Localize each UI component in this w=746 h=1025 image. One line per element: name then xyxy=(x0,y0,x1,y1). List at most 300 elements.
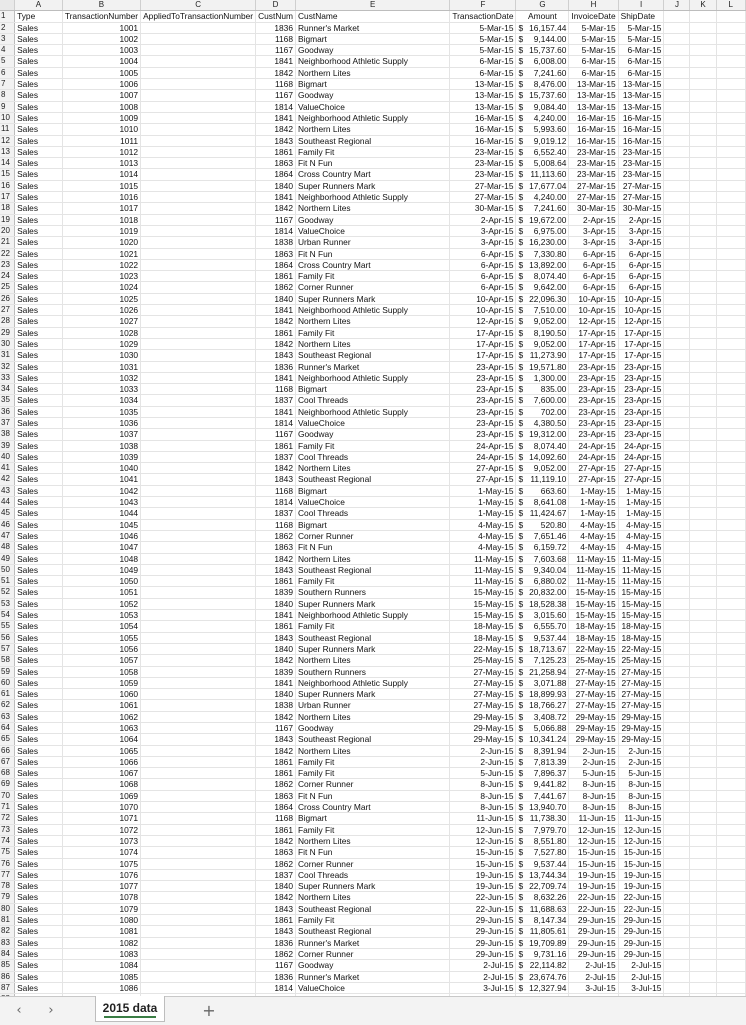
cell-amount[interactable] xyxy=(516,22,569,33)
cell-header-ship-date[interactable]: ShipDate xyxy=(618,11,664,22)
cell-applied-to[interactable] xyxy=(141,305,256,316)
row-header[interactable]: 8 xyxy=(0,90,15,101)
cell-invoice-date[interactable]: 24-Apr-15 xyxy=(569,451,618,462)
cell-amount[interactable] xyxy=(516,192,569,203)
cell-empty[interactable] xyxy=(716,271,745,282)
cell-type[interactable]: Sales xyxy=(15,135,63,146)
cell-type[interactable]: Sales xyxy=(15,101,63,112)
cell-empty[interactable] xyxy=(690,610,716,621)
cell-transaction-number[interactable]: 1011 xyxy=(62,135,140,146)
cell-custnum[interactable]: 1836 xyxy=(256,971,296,982)
row-header[interactable]: 27 xyxy=(0,305,15,316)
cell-applied-to[interactable] xyxy=(141,497,256,508)
row-header[interactable]: 1 xyxy=(0,11,15,22)
cell-applied-to[interactable] xyxy=(141,158,256,169)
cell-invoice-date[interactable]: 15-Jun-15 xyxy=(569,858,618,869)
cell-empty[interactable] xyxy=(664,372,690,383)
cell-custnum[interactable]: 1863 xyxy=(256,790,296,801)
cell-empty[interactable] xyxy=(664,666,690,677)
cell-empty[interactable] xyxy=(664,305,690,316)
cell-custname[interactable]: Northern Lites xyxy=(296,338,450,349)
cell-custnum[interactable]: 1836 xyxy=(256,937,296,948)
cell-applied-to[interactable] xyxy=(141,948,256,959)
cell-transaction-number[interactable]: 1056 xyxy=(62,643,140,654)
cell-invoice-date[interactable]: 12-Jun-15 xyxy=(569,824,618,835)
cell-ship-date[interactable]: 27-May-15 xyxy=(618,700,664,711)
cell-applied-to[interactable] xyxy=(141,689,256,700)
cell-empty[interactable] xyxy=(690,361,716,372)
cell-applied-to[interactable] xyxy=(141,33,256,44)
cell-amount[interactable] xyxy=(516,67,569,78)
cell-invoice-date[interactable]: 15-May-15 xyxy=(569,610,618,621)
cell-transaction-number[interactable]: 1065 xyxy=(62,745,140,756)
row-header[interactable]: 63 xyxy=(0,711,15,722)
cell-invoice-date[interactable]: 6-Apr-15 xyxy=(569,248,618,259)
cell-empty[interactable] xyxy=(664,451,690,462)
cell-custname[interactable]: Neighborhood Athletic Supply xyxy=(296,610,450,621)
cell-empty[interactable] xyxy=(716,327,745,338)
cell-amount[interactable] xyxy=(516,508,569,519)
cell-transaction-number[interactable]: 1086 xyxy=(62,982,140,993)
cell-empty[interactable] xyxy=(716,858,745,869)
cell-empty[interactable] xyxy=(716,406,745,417)
cell-empty[interactable] xyxy=(664,225,690,236)
row-header[interactable]: 37 xyxy=(0,417,15,428)
cell-amount[interactable] xyxy=(516,203,569,214)
cell-custnum[interactable]: 1839 xyxy=(256,666,296,677)
cell-invoice-date[interactable]: 8-Jun-15 xyxy=(569,779,618,790)
cell-header-custname[interactable]: CustName xyxy=(296,11,450,22)
cell-custname[interactable]: Southeast Regional xyxy=(296,564,450,575)
cell-custnum[interactable]: 1864 xyxy=(256,259,296,270)
cell-ship-date[interactable]: 11-May-15 xyxy=(618,564,664,575)
cell-transaction-date[interactable]: 23-Apr-15 xyxy=(450,361,516,372)
cell-transaction-date[interactable]: 29-May-15 xyxy=(450,711,516,722)
row-header[interactable]: 49 xyxy=(0,553,15,564)
cell-invoice-date[interactable]: 23-Apr-15 xyxy=(569,395,618,406)
cell-ship-date[interactable]: 27-Apr-15 xyxy=(618,474,664,485)
cell-transaction-number[interactable]: 1019 xyxy=(62,225,140,236)
row-header[interactable]: 64 xyxy=(0,723,15,734)
row-header[interactable]: 36 xyxy=(0,406,15,417)
cell-empty[interactable] xyxy=(716,45,745,56)
cell-invoice-date[interactable]: 22-May-15 xyxy=(569,643,618,654)
cell-invoice-date[interactable]: 23-Apr-15 xyxy=(569,417,618,428)
row-header[interactable]: 61 xyxy=(0,689,15,700)
cell-invoice-date[interactable]: 15-May-15 xyxy=(569,587,618,598)
cell-header-transaction-number[interactable]: TransactionNumber xyxy=(62,11,140,22)
cell-ship-date[interactable]: 6-Apr-15 xyxy=(618,248,664,259)
cell-empty[interactable] xyxy=(716,67,745,78)
cell-invoice-date[interactable]: 5-Mar-15 xyxy=(569,33,618,44)
cell-amount[interactable] xyxy=(516,485,569,496)
cell-empty[interactable] xyxy=(690,598,716,609)
row-header[interactable]: 81 xyxy=(0,915,15,926)
cell-custnum[interactable]: 1837 xyxy=(256,869,296,880)
cell-custnum[interactable]: 1840 xyxy=(256,689,296,700)
cell-invoice-date[interactable]: 11-May-15 xyxy=(569,553,618,564)
cell-custnum[interactable]: 1837 xyxy=(256,508,296,519)
cell-transaction-number[interactable]: 1077 xyxy=(62,881,140,892)
cell-applied-to[interactable] xyxy=(141,756,256,767)
cell-amount[interactable] xyxy=(516,858,569,869)
cell-empty[interactable] xyxy=(664,237,690,248)
cell-custname[interactable]: Neighborhood Athletic Supply xyxy=(296,56,450,67)
cell-empty[interactable] xyxy=(690,214,716,225)
cell-applied-to[interactable] xyxy=(141,847,256,858)
cell-applied-to[interactable] xyxy=(141,530,256,541)
cell-custnum[interactable]: 1842 xyxy=(256,655,296,666)
cell-empty[interactable] xyxy=(690,553,716,564)
cell-amount[interactable] xyxy=(516,598,569,609)
cell-transaction-number[interactable]: 1042 xyxy=(62,485,140,496)
cell-empty[interactable] xyxy=(716,915,745,926)
cell-invoice-date[interactable]: 3-Jul-15 xyxy=(569,982,618,993)
cell-empty[interactable] xyxy=(690,519,716,530)
cell-amount[interactable] xyxy=(516,542,569,553)
cell-transaction-date[interactable]: 22-May-15 xyxy=(450,643,516,654)
cell-empty[interactable] xyxy=(664,11,690,22)
cell-custname[interactable]: Family Fit xyxy=(296,327,450,338)
cell-custnum[interactable]: 1843 xyxy=(256,926,296,937)
cell-empty[interactable] xyxy=(716,598,745,609)
cell-transaction-date[interactable]: 2-Jul-15 xyxy=(450,971,516,982)
cell-ship-date[interactable]: 11-Jun-15 xyxy=(618,813,664,824)
cell-type[interactable]: Sales xyxy=(15,361,63,372)
cell-ship-date[interactable]: 29-Jun-15 xyxy=(618,937,664,948)
cell-empty[interactable] xyxy=(690,146,716,157)
cell-empty[interactable] xyxy=(690,903,716,914)
cell-amount[interactable] xyxy=(516,892,569,903)
cell-empty[interactable] xyxy=(690,745,716,756)
cell-amount[interactable] xyxy=(516,881,569,892)
cell-empty[interactable] xyxy=(690,835,716,846)
cell-type[interactable]: Sales xyxy=(15,79,63,90)
cell-amount[interactable] xyxy=(516,406,569,417)
cell-type[interactable]: Sales xyxy=(15,948,63,959)
cell-applied-to[interactable] xyxy=(141,677,256,688)
cell-empty[interactable] xyxy=(690,587,716,598)
cell-custnum[interactable]: 1863 xyxy=(256,158,296,169)
cell-type[interactable]: Sales xyxy=(15,632,63,643)
cell-ship-date[interactable]: 13-Mar-15 xyxy=(618,90,664,101)
cell-ship-date[interactable]: 8-Jun-15 xyxy=(618,802,664,813)
cell-custname[interactable]: ValueChoice xyxy=(296,225,450,236)
cell-custnum[interactable]: 1842 xyxy=(256,338,296,349)
cell-applied-to[interactable] xyxy=(141,237,256,248)
cell-transaction-number[interactable]: 1059 xyxy=(62,677,140,688)
cell-empty[interactable] xyxy=(690,180,716,191)
cell-empty[interactable] xyxy=(716,101,745,112)
cell-type[interactable]: Sales xyxy=(15,756,63,767)
cell-invoice-date[interactable]: 25-May-15 xyxy=(569,655,618,666)
cell-type[interactable]: Sales xyxy=(15,384,63,395)
cell-empty[interactable] xyxy=(664,689,690,700)
cell-ship-date[interactable]: 10-Apr-15 xyxy=(618,293,664,304)
cell-custnum[interactable]: 1861 xyxy=(256,768,296,779)
cell-applied-to[interactable] xyxy=(141,813,256,824)
cell-invoice-date[interactable]: 4-May-15 xyxy=(569,542,618,553)
cell-transaction-number[interactable]: 1023 xyxy=(62,271,140,282)
cell-custname[interactable]: Super Runners Mark xyxy=(296,598,450,609)
row-header[interactable]: 11 xyxy=(0,124,15,135)
cell-transaction-date[interactable]: 6-Mar-15 xyxy=(450,67,516,78)
cell-empty[interactable] xyxy=(690,135,716,146)
cell-transaction-date[interactable]: 11-May-15 xyxy=(450,553,516,564)
cell-transaction-date[interactable]: 1-May-15 xyxy=(450,508,516,519)
cell-transaction-number[interactable]: 1006 xyxy=(62,79,140,90)
cell-type[interactable]: Sales xyxy=(15,214,63,225)
cell-invoice-date[interactable]: 11-Jun-15 xyxy=(569,813,618,824)
cell-transaction-number[interactable]: 1075 xyxy=(62,858,140,869)
cell-amount[interactable] xyxy=(516,316,569,327)
cell-amount[interactable] xyxy=(516,474,569,485)
cell-transaction-date[interactable]: 4-May-15 xyxy=(450,519,516,530)
cell-transaction-number[interactable]: 1030 xyxy=(62,350,140,361)
cell-custnum[interactable]: 1841 xyxy=(256,192,296,203)
cell-transaction-date[interactable]: 1-May-15 xyxy=(450,485,516,496)
cell-empty[interactable] xyxy=(664,384,690,395)
cell-empty[interactable] xyxy=(664,259,690,270)
cell-custname[interactable]: Northern Lites xyxy=(296,316,450,327)
cell-transaction-date[interactable]: 29-May-15 xyxy=(450,734,516,745)
cell-empty[interactable] xyxy=(690,101,716,112)
cell-empty[interactable] xyxy=(716,689,745,700)
cell-transaction-date[interactable]: 17-Apr-15 xyxy=(450,350,516,361)
cell-empty[interactable] xyxy=(716,835,745,846)
cell-empty[interactable] xyxy=(690,56,716,67)
cell-applied-to[interactable] xyxy=(141,519,256,530)
cell-ship-date[interactable]: 16-Mar-15 xyxy=(618,124,664,135)
cell-amount[interactable] xyxy=(516,101,569,112)
cell-applied-to[interactable] xyxy=(141,576,256,587)
cell-custname[interactable]: ValueChoice xyxy=(296,417,450,428)
cell-custnum[interactable]: 1862 xyxy=(256,779,296,790)
cell-empty[interactable] xyxy=(716,158,745,169)
cell-transaction-date[interactable]: 11-May-15 xyxy=(450,564,516,575)
cell-empty[interactable] xyxy=(690,338,716,349)
cell-ship-date[interactable]: 17-Apr-15 xyxy=(618,350,664,361)
row-header[interactable]: 32 xyxy=(0,361,15,372)
cell-header-transaction-date[interactable]: TransactionDate xyxy=(450,11,516,22)
cell-invoice-date[interactable]: 24-Apr-15 xyxy=(569,440,618,451)
cell-custnum[interactable]: 1863 xyxy=(256,847,296,858)
row-header[interactable]: 76 xyxy=(0,858,15,869)
cell-applied-to[interactable] xyxy=(141,225,256,236)
row-header[interactable]: 60 xyxy=(0,677,15,688)
cell-type[interactable]: Sales xyxy=(15,881,63,892)
cell-custnum[interactable]: 1861 xyxy=(256,146,296,157)
cell-empty[interactable] xyxy=(716,112,745,123)
cell-empty[interactable] xyxy=(690,451,716,462)
row-header[interactable]: 82 xyxy=(0,926,15,937)
row-header[interactable]: 74 xyxy=(0,835,15,846)
cell-transaction-number[interactable]: 1045 xyxy=(62,519,140,530)
cell-applied-to[interactable] xyxy=(141,802,256,813)
cell-transaction-number[interactable]: 1085 xyxy=(62,971,140,982)
cell-ship-date[interactable]: 15-May-15 xyxy=(618,610,664,621)
cell-applied-to[interactable] xyxy=(141,655,256,666)
cell-transaction-date[interactable]: 24-Apr-15 xyxy=(450,451,516,462)
cell-ship-date[interactable]: 27-Mar-15 xyxy=(618,180,664,191)
cell-ship-date[interactable]: 22-Jun-15 xyxy=(618,903,664,914)
cell-custname[interactable]: Cool Threads xyxy=(296,451,450,462)
cell-custnum[interactable]: 1863 xyxy=(256,248,296,259)
cell-amount[interactable] xyxy=(516,621,569,632)
cell-invoice-date[interactable]: 23-Apr-15 xyxy=(569,361,618,372)
cell-empty[interactable] xyxy=(664,621,690,632)
cell-transaction-number[interactable]: 1060 xyxy=(62,689,140,700)
cell-transaction-date[interactable]: 6-Mar-15 xyxy=(450,56,516,67)
cell-custname[interactable]: Bigmart xyxy=(296,485,450,496)
cell-empty[interactable] xyxy=(664,395,690,406)
cell-empty[interactable] xyxy=(690,711,716,722)
cell-empty[interactable] xyxy=(690,384,716,395)
cell-empty[interactable] xyxy=(716,508,745,519)
cell-ship-date[interactable]: 13-Mar-15 xyxy=(618,79,664,90)
cell-transaction-date[interactable]: 23-Mar-15 xyxy=(450,169,516,180)
cell-empty[interactable] xyxy=(664,293,690,304)
cell-transaction-number[interactable]: 1013 xyxy=(62,158,140,169)
cell-amount[interactable] xyxy=(516,745,569,756)
cell-custname[interactable]: Bigmart xyxy=(296,33,450,44)
cell-transaction-date[interactable]: 4-May-15 xyxy=(450,530,516,541)
cell-custname[interactable]: Cool Threads xyxy=(296,395,450,406)
cell-empty[interactable] xyxy=(716,192,745,203)
cell-amount[interactable] xyxy=(516,440,569,451)
cell-empty[interactable] xyxy=(716,779,745,790)
cell-amount[interactable] xyxy=(516,519,569,530)
cell-empty[interactable] xyxy=(716,655,745,666)
cell-transaction-number[interactable]: 1083 xyxy=(62,948,140,959)
cell-empty[interactable] xyxy=(664,813,690,824)
cell-ship-date[interactable]: 18-May-15 xyxy=(618,632,664,643)
cell-ship-date[interactable]: 8-Jun-15 xyxy=(618,790,664,801)
cell-invoice-date[interactable]: 30-Mar-15 xyxy=(569,203,618,214)
cell-applied-to[interactable] xyxy=(141,372,256,383)
cell-custnum[interactable]: 1167 xyxy=(256,723,296,734)
cell-empty[interactable] xyxy=(664,723,690,734)
cell-header-type[interactable]: Type xyxy=(15,11,63,22)
cell-empty[interactable] xyxy=(664,711,690,722)
cell-custnum[interactable]: 1814 xyxy=(256,101,296,112)
cell-custnum[interactable]: 1841 xyxy=(256,610,296,621)
cell-invoice-date[interactable]: 29-May-15 xyxy=(569,734,618,745)
cell-type[interactable]: Sales xyxy=(15,225,63,236)
cell-ship-date[interactable]: 23-Apr-15 xyxy=(618,406,664,417)
cell-type[interactable]: Sales xyxy=(15,90,63,101)
cell-custname[interactable]: Fit N Fun xyxy=(296,158,450,169)
cell-empty[interactable] xyxy=(664,158,690,169)
cell-empty[interactable] xyxy=(716,203,745,214)
cell-amount[interactable] xyxy=(516,112,569,123)
cell-empty[interactable] xyxy=(664,734,690,745)
cell-applied-to[interactable] xyxy=(141,960,256,971)
cell-custname[interactable]: Family Fit xyxy=(296,824,450,835)
cell-type[interactable]: Sales xyxy=(15,847,63,858)
row-header[interactable]: 41 xyxy=(0,463,15,474)
cell-transaction-number[interactable]: 1080 xyxy=(62,915,140,926)
cell-amount[interactable] xyxy=(516,248,569,259)
cell-header-amount[interactable]: Amount xyxy=(516,11,569,22)
cell-type[interactable]: Sales xyxy=(15,576,63,587)
cell-ship-date[interactable]: 12-Jun-15 xyxy=(618,824,664,835)
cell-type[interactable]: Sales xyxy=(15,587,63,598)
cell-empty[interactable] xyxy=(690,497,716,508)
cell-type[interactable]: Sales xyxy=(15,926,63,937)
cell-transaction-number[interactable]: 1028 xyxy=(62,327,140,338)
cell-invoice-date[interactable]: 27-May-15 xyxy=(569,689,618,700)
cell-custname[interactable]: Family Fit xyxy=(296,756,450,767)
cell-empty[interactable] xyxy=(716,666,745,677)
cell-custname[interactable]: Neighborhood Athletic Supply xyxy=(296,406,450,417)
cell-amount[interactable] xyxy=(516,214,569,225)
cell-empty[interactable] xyxy=(690,259,716,270)
cell-empty[interactable] xyxy=(716,463,745,474)
cell-empty[interactable] xyxy=(716,576,745,587)
cell-invoice-date[interactable]: 16-Mar-15 xyxy=(569,135,618,146)
cell-empty[interactable] xyxy=(690,643,716,654)
cell-ship-date[interactable]: 27-May-15 xyxy=(618,677,664,688)
cell-custnum[interactable]: 1842 xyxy=(256,203,296,214)
cell-amount[interactable] xyxy=(516,937,569,948)
cell-applied-to[interactable] xyxy=(141,146,256,157)
cell-type[interactable]: Sales xyxy=(15,745,63,756)
cell-transaction-date[interactable]: 17-Apr-15 xyxy=(450,327,516,338)
cell-empty[interactable] xyxy=(716,542,745,553)
cell-custname[interactable]: Runner's Market xyxy=(296,937,450,948)
cell-custnum[interactable]: 1862 xyxy=(256,858,296,869)
cell-empty[interactable] xyxy=(716,632,745,643)
cell-type[interactable]: Sales xyxy=(15,124,63,135)
cell-invoice-date[interactable]: 15-May-15 xyxy=(569,598,618,609)
cell-transaction-date[interactable]: 10-Apr-15 xyxy=(450,305,516,316)
cell-amount[interactable] xyxy=(516,632,569,643)
row-header[interactable]: 68 xyxy=(0,768,15,779)
cell-ship-date[interactable]: 3-Jul-15 xyxy=(618,982,664,993)
cell-transaction-date[interactable]: 27-Apr-15 xyxy=(450,463,516,474)
row-header[interactable]: 6 xyxy=(0,67,15,78)
cell-custnum[interactable]: 1863 xyxy=(256,542,296,553)
cell-transaction-date[interactable]: 6-Apr-15 xyxy=(450,248,516,259)
cell-applied-to[interactable] xyxy=(141,982,256,993)
row-header[interactable]: 54 xyxy=(0,610,15,621)
row-header[interactable]: 44 xyxy=(0,497,15,508)
cell-ship-date[interactable]: 5-Mar-15 xyxy=(618,22,664,33)
cell-type[interactable]: Sales xyxy=(15,960,63,971)
cell-empty[interactable] xyxy=(690,926,716,937)
cell-custname[interactable]: Fit N Fun xyxy=(296,847,450,858)
cell-empty[interactable] xyxy=(664,576,690,587)
cell-custnum[interactable]: 1167 xyxy=(256,214,296,225)
cell-amount[interactable] xyxy=(516,451,569,462)
cell-ship-date[interactable]: 29-Jun-15 xyxy=(618,948,664,959)
cell-empty[interactable] xyxy=(716,225,745,236)
cell-amount[interactable] xyxy=(516,293,569,304)
cell-transaction-date[interactable]: 8-Jun-15 xyxy=(450,790,516,801)
cell-type[interactable]: Sales xyxy=(15,440,63,451)
cell-custnum[interactable]: 1840 xyxy=(256,293,296,304)
row-header[interactable]: 42 xyxy=(0,474,15,485)
cell-applied-to[interactable] xyxy=(141,451,256,462)
cell-empty[interactable] xyxy=(664,508,690,519)
cell-empty[interactable] xyxy=(664,869,690,880)
cell-amount[interactable] xyxy=(516,756,569,767)
cell-type[interactable]: Sales xyxy=(15,598,63,609)
cell-ship-date[interactable]: 4-May-15 xyxy=(618,519,664,530)
cell-invoice-date[interactable]: 6-Apr-15 xyxy=(569,271,618,282)
cell-amount[interactable] xyxy=(516,700,569,711)
